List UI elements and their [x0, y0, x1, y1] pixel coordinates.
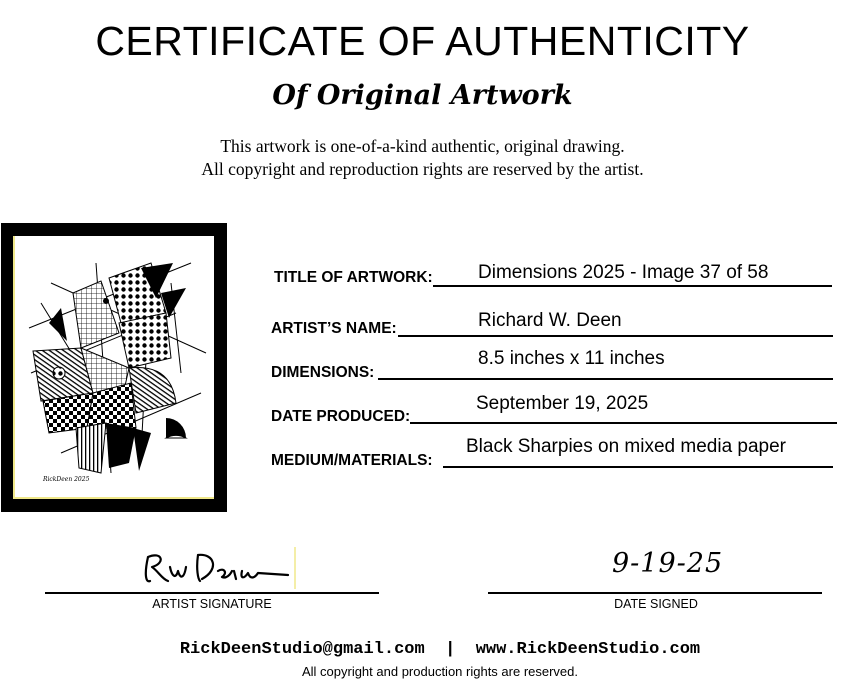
field-label: TITLE OF ARTWORK:: [274, 269, 433, 286]
artwork-drawing: [1, 223, 227, 512]
field-label: DIMENSIONS:: [271, 364, 375, 381]
artist-signature: [140, 545, 300, 591]
footer-note: All copyright and production rights are reserved.: [301, 664, 579, 679]
certificate-title: CERTIFICATE OF AUTHENTICITY: [95, 18, 750, 64]
date-signed-value: 9-19-25: [612, 548, 724, 579]
contact-info: RickDeenStudio@gmail.com | www.RickDeenStudio.com: [179, 640, 701, 659]
field-label: DATE PRODUCED:: [271, 408, 411, 425]
field-value: Dimensions 2025 - Image 37 of 58: [478, 262, 769, 283]
certificate-subtitle: Of Original Artwork: [272, 80, 573, 111]
intro-line-2: All copyright and reproduction rights are reserved by the artist.: [201, 159, 644, 179]
field-underline: [398, 335, 833, 337]
field-underline: [433, 285, 832, 287]
field-underline: [410, 422, 837, 424]
field-value: Richard W. Deen: [478, 310, 622, 331]
artist-signature-line: [45, 592, 379, 594]
field-underline: [378, 378, 833, 380]
date-signed-caption: DATE SIGNED: [614, 597, 698, 611]
artwork-frame: [1, 223, 227, 512]
field-value: 8.5 inches x 11 inches: [478, 348, 665, 369]
field-label: ARTIST’S NAME:: [271, 320, 397, 337]
field-value: September 19, 2025: [476, 393, 649, 414]
thumbnail-signature: RickDeen 2025: [43, 476, 90, 483]
field-value: Black Sharpies on mixed media paper: [466, 436, 787, 457]
date-signed-line: [488, 592, 822, 594]
artist-signature-caption: ARTIST SIGNATURE: [152, 597, 272, 611]
field-underline: [443, 466, 833, 468]
intro-line-1: This artwork is one-of-a-kind authentic, original drawing.: [220, 136, 625, 156]
field-label: MEDIUM/MATERIALS:: [271, 452, 433, 469]
